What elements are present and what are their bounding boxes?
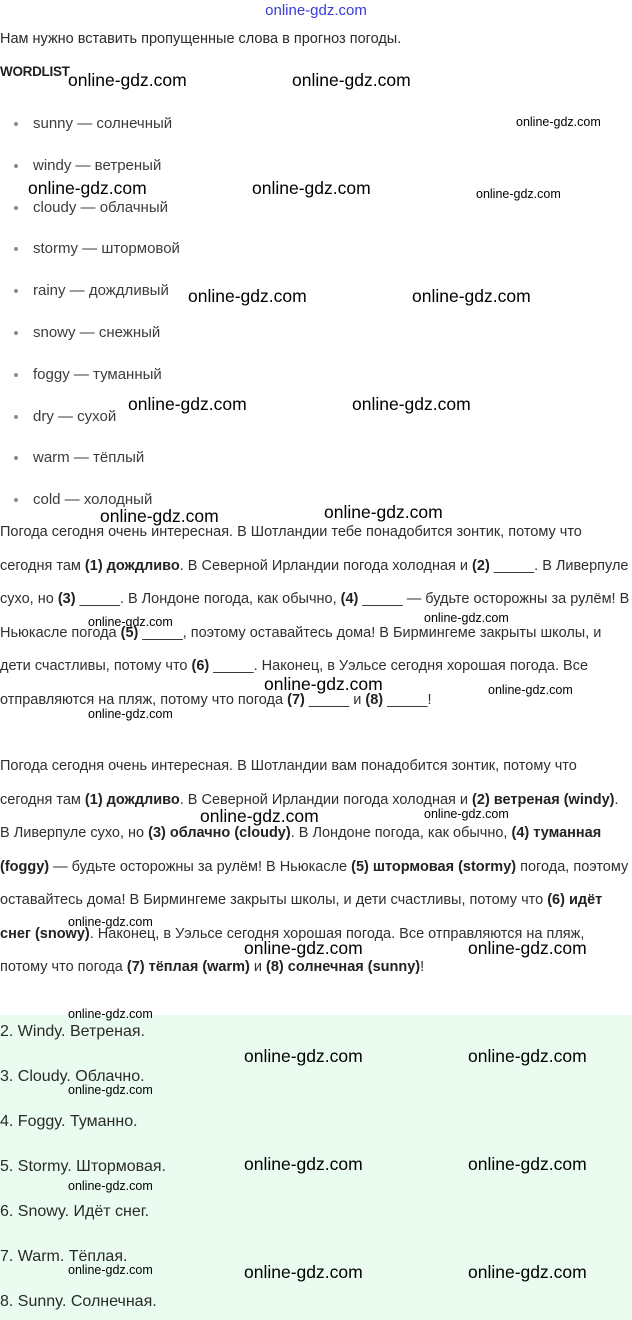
- watermark: online-gdz.com: [412, 286, 531, 306]
- watermark: online-gdz.com: [128, 394, 247, 414]
- intro-text: Нам нужно вставить пропущенные слова в прогноз погоды.: [0, 31, 402, 47]
- watermark: online-gdz.com: [292, 70, 411, 90]
- watermark: online-gdz.com: [468, 1262, 587, 1282]
- watermark: online-gdz.com: [28, 178, 147, 198]
- watermark: online-gdz.com: [424, 807, 509, 821]
- list-item: rainy — дождливый: [0, 270, 180, 312]
- list-item: warm — тёплый: [0, 437, 180, 479]
- list-item: foggy — туманный: [0, 354, 180, 396]
- answer-row: 4. Foggy. Туманно.: [0, 1113, 138, 1130]
- wordlist-heading: WORDLIST: [0, 64, 70, 79]
- watermark: online-gdz.com: [68, 1007, 153, 1021]
- watermark: online-gdz.com: [244, 1262, 363, 1282]
- list-item: cloudy — облачный: [0, 187, 180, 229]
- watermark: online-gdz.com: [252, 178, 371, 198]
- list-item: windy — ветреный: [0, 145, 180, 187]
- watermark: online-gdz.com: [200, 806, 319, 826]
- list-item: sunny — солнечный: [0, 103, 180, 145]
- watermark: online-gdz.com: [264, 674, 383, 694]
- watermark: online-gdz.com: [244, 1046, 363, 1066]
- task-paragraph: Погода сегодня очень интересная. В Шотландии тебе понадобится зонтик, потому что сегодня там (1) дождливо. В Северной Ирландии погода холодная и (2) _____. В Ливерпуле сухо, но (3) _____. В Лондоне погода, как обычно, (4) _____ — будьте осторожны за рулём! В Ньюкасле погода (5) _____, поэтому оставайтесь дома! В Бирмингеме закрыты школы, и дети счастливы, потому что (6) _____. Наконец, в Уэльсе сегодня хорошая погода. Все отправляются на пляж, потому что погода (7) _____ и (8) _____!: [0, 524, 630, 708]
- watermark: online-gdz.com: [100, 506, 219, 526]
- watermark: online-gdz.com: [468, 1046, 587, 1066]
- wordlist: [0, 103, 180, 521]
- watermark: online-gdz.com: [468, 938, 587, 958]
- answers-panel: [0, 1015, 632, 1320]
- answer-row: 3. Cloudy. Облачно.: [0, 1068, 145, 1085]
- watermark: online-gdz.com: [88, 707, 173, 721]
- watermark: online-gdz.com: [68, 915, 153, 929]
- list-item: stormy — штормовой: [0, 228, 180, 270]
- bullet-icon: [14, 206, 18, 210]
- watermark: online-gdz.com: [244, 938, 363, 958]
- answer-row: 5. Stormy. Штормовая.: [0, 1158, 166, 1175]
- site-link[interactable]: online-gdz.com: [265, 2, 367, 19]
- answer-row: 7. Warm. Тёплая.: [0, 1248, 128, 1265]
- answer-row: 2. Windy. Ветреная.: [0, 1023, 145, 1040]
- bullet-icon: [14, 373, 18, 377]
- watermark: online-gdz.com: [188, 286, 307, 306]
- bullet-icon: [14, 456, 18, 460]
- watermark: online-gdz.com: [468, 1154, 587, 1174]
- answer-row: 8. Sunny. Солнечная.: [0, 1293, 157, 1310]
- bullet-icon: [14, 247, 18, 251]
- watermark: online-gdz.com: [88, 615, 173, 629]
- answer-row: 6. Snowy. Идёт снег.: [0, 1203, 150, 1220]
- bullet-icon: [14, 122, 18, 126]
- list-item: cold — холодный: [0, 479, 180, 521]
- bullet-icon: [14, 289, 18, 293]
- bullet-icon: [14, 415, 18, 419]
- watermark: online-gdz.com: [68, 1179, 153, 1193]
- watermark: online-gdz.com: [488, 683, 573, 697]
- watermark: online-gdz.com: [476, 187, 561, 201]
- watermark: online-gdz.com: [352, 394, 471, 414]
- bullet-icon: [14, 331, 18, 335]
- list-item: dry — сухой: [0, 396, 180, 438]
- answer-paragraph: Погода сегодня очень интересная. В Шотландии вам понадобится зонтик, потому что сегодня там (1) дождливо. В Северной Ирландии погода холодная и (2) ветреная (windy). В Ливерпуле сухо, но (3) облачно (cloudy). В Лондоне погода, как обычно, (4) туманная (foggy) — будьте осторожны за рулём! В Ньюкасле (5) штормовая (stormy) погода, поэтому оставайтесь дома! В Бирмингеме закрыты школы, и дети счастливы, потому что (6) идёт снег (snowy). Наконец, в Уэльсе сегодня хорошая погода. Все отправляются на пляж, потому что погода (7) тёплая (warm) и (8) солнечная (sunny)!: [0, 758, 629, 975]
- bullet-icon: [14, 498, 18, 502]
- list-item: snowy — снежный: [0, 312, 180, 354]
- watermark: online-gdz.com: [516, 115, 601, 129]
- watermark: online-gdz.com: [68, 1263, 153, 1277]
- watermark: online-gdz.com: [68, 1083, 153, 1097]
- watermark: online-gdz.com: [324, 502, 443, 522]
- bullet-icon: [14, 164, 18, 168]
- watermark: online-gdz.com: [244, 1154, 363, 1174]
- watermark: online-gdz.com: [68, 70, 187, 90]
- watermark: online-gdz.com: [424, 611, 509, 625]
